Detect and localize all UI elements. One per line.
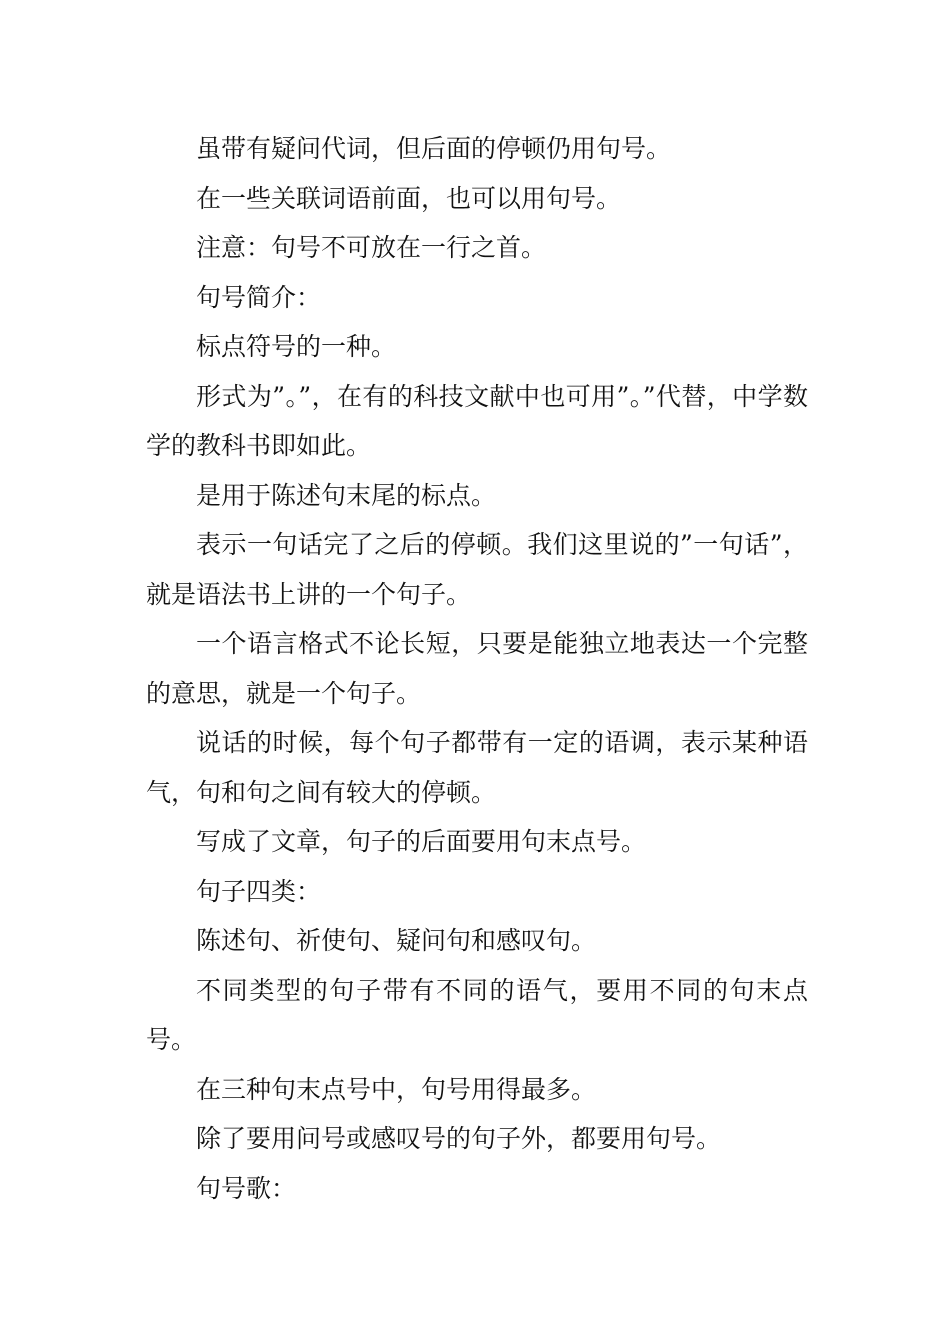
paragraph: 是用于陈述句末尾的标点。	[196, 480, 497, 510]
paragraph: 写成了文章，句子的后面要用句末点号。	[196, 827, 647, 856]
document-body	[146, 124, 808, 1213]
paragraph: 虽带有疑问代词，但后面的停顿仍用句号。	[196, 134, 672, 163]
section-heading: 句号简介：	[196, 282, 322, 312]
paragraph: 表示一句话完了之后的停顿。我们这里说的”一句话”，就是语法书上讲的一个句子。	[146, 530, 808, 609]
paragraph: 陈述句、祈使句、疑问句和感叹句。	[196, 926, 597, 955]
paragraph: 注意：句号不可放在一行之首。	[196, 233, 547, 262]
paragraph: 说话的时候，每个句子都带有一定的语调，表示某种语气，句和句之间有较大的停顿。	[146, 728, 808, 807]
paragraph: 一个语言格式不论长短，只要是能独立地表达一个完整的意思，就是一个句子。	[146, 629, 808, 708]
paragraph: 除了要用问号或感叹号的句子外，都要用句号。	[196, 1124, 722, 1153]
paragraph: 在一些关联词语前面，也可以用句号。	[196, 183, 622, 213]
section-heading: 句号歌：	[196, 1173, 297, 1203]
paragraph: 不同类型的句子带有不同的语气，要用不同的句末点号。	[146, 975, 808, 1054]
paragraph: 在三种句末点号中，句号用得最多。	[196, 1074, 597, 1104]
paragraph: 形式为”。”，在有的科技文献中也可用”。”代替，中学数学的教科书即如此。	[146, 381, 808, 460]
section-heading: 句子四类：	[196, 876, 322, 906]
paragraph: 标点符号的一种。	[196, 332, 397, 361]
